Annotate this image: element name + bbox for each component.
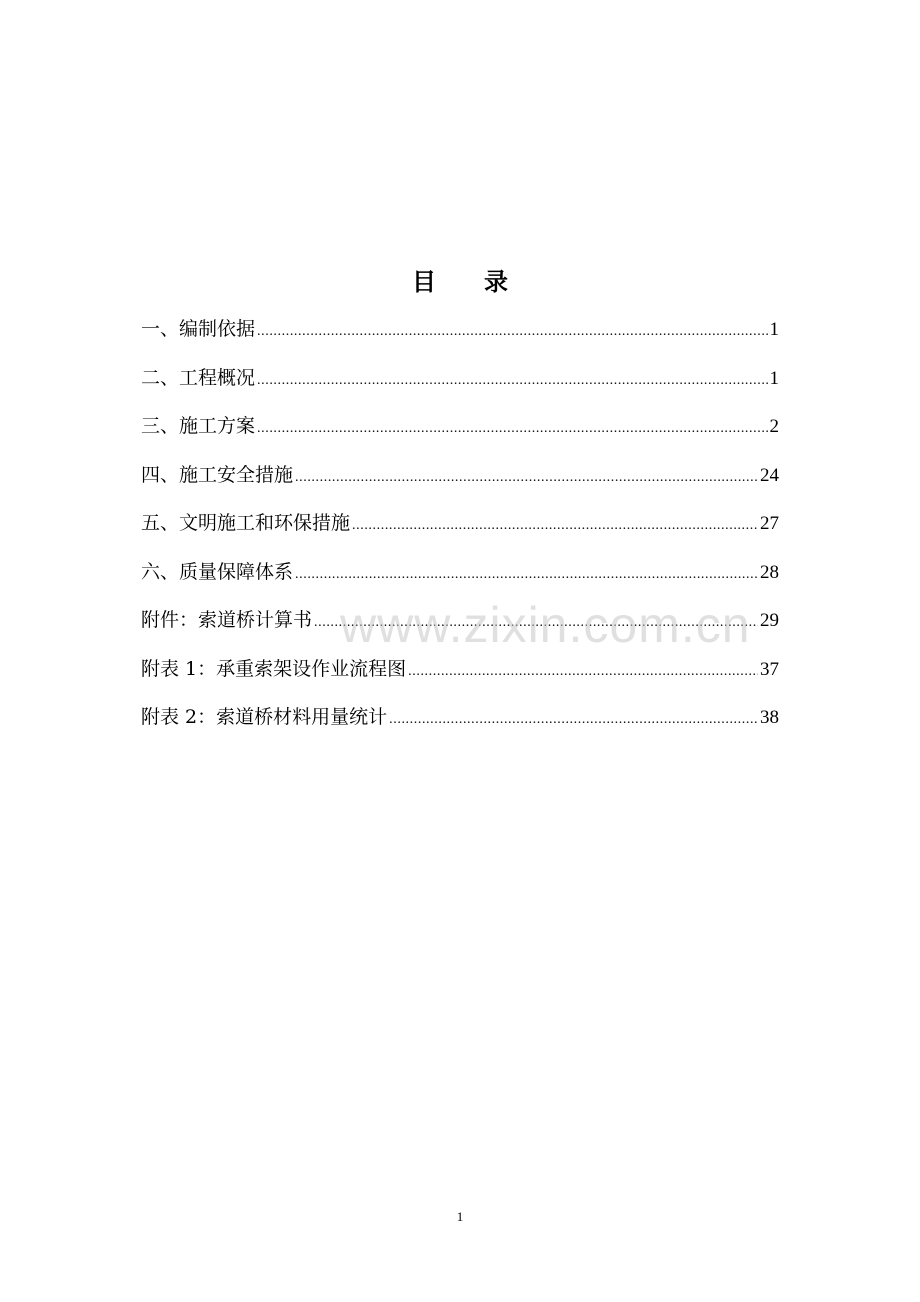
table-of-contents	[141, 314, 779, 751]
toc-entry[interactable]	[141, 508, 779, 557]
toc-leader-dots	[257, 366, 767, 396]
page-number: 1	[456, 1209, 464, 1224]
toc-entry[interactable]	[141, 460, 779, 509]
toc-title: 目录	[412, 268, 556, 296]
toc-leader-dots	[257, 317, 767, 347]
toc-entry-page: 37	[760, 658, 779, 680]
toc-entry-page: 1	[769, 367, 779, 389]
toc-leader-dots	[408, 657, 758, 687]
toc-entry-label: 六、质量保障体系	[141, 560, 294, 583]
toc-leader-dots	[295, 463, 758, 493]
toc-entry-page: 2	[769, 416, 779, 437]
toc-entry-label: 附表 1：承重索架设作业流程图	[141, 657, 407, 680]
toc-entry-label: 四、施工安全措施	[141, 463, 294, 486]
toc-entry[interactable]	[141, 605, 779, 654]
toc-entry-label: 附表 2：索道桥材料用量统计	[141, 706, 388, 728]
toc-leader-dots	[352, 511, 758, 541]
toc-leader-dots	[257, 414, 767, 444]
toc-entry[interactable]	[141, 411, 779, 460]
toc-entry[interactable]	[141, 654, 779, 703]
toc-entry-page: 24	[760, 464, 779, 486]
toc-entry-label: 附件：索道桥计算书	[141, 609, 313, 631]
watermark: www.zixin.com.cn	[340, 597, 751, 653]
toc-leader-dots	[389, 705, 758, 735]
toc-leader-dots	[295, 560, 758, 590]
toc-entry[interactable]	[141, 557, 779, 606]
toc-entry[interactable]	[141, 702, 779, 751]
toc-entry-label: 五、文明施工和环保措施	[141, 512, 351, 534]
toc-leader-dots	[314, 608, 758, 638]
toc-entry-page: 27	[760, 513, 779, 534]
toc-entry[interactable]	[141, 314, 779, 363]
toc-entry-page: 1	[769, 319, 779, 340]
toc-entry[interactable]	[141, 363, 779, 412]
toc-entry-page: 29	[760, 610, 779, 631]
toc-entry-page: 28	[760, 561, 779, 583]
toc-entry-label: 三、施工方案	[141, 415, 256, 437]
toc-entry-label: 一、编制依据	[141, 318, 256, 340]
toc-entry-page: 38	[760, 707, 779, 728]
toc-entry-label: 二、工程概况	[141, 366, 256, 389]
